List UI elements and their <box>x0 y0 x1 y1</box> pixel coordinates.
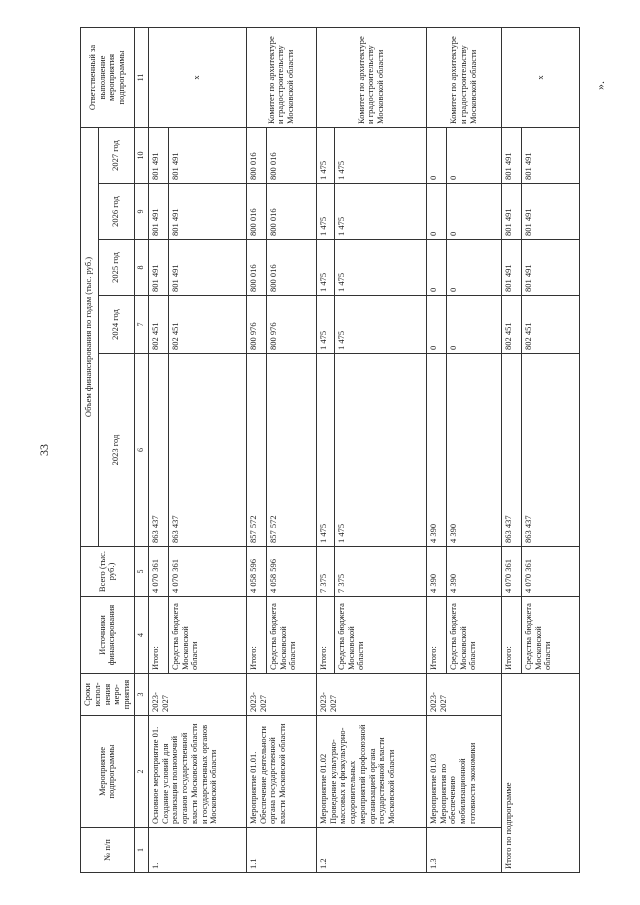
col-number: 3 <box>134 674 148 716</box>
col-number: 11 <box>134 27 148 127</box>
row-2025: 1 475 <box>316 240 334 296</box>
row-terms: 2023-2027 <box>148 674 246 716</box>
row-total: 4 070 361 <box>148 547 168 597</box>
total-source-total: Итого: <box>501 597 521 674</box>
row-total: 4 390 <box>426 547 446 597</box>
total-responsible: х <box>501 27 579 127</box>
financing-table <box>80 27 580 873</box>
row-2026: 0 <box>446 184 501 240</box>
row-event: Мероприятие 01.01. Обеспечение деятельности органа государственной власти Московской области <box>246 716 316 828</box>
row-2023: 1 475 <box>316 354 334 547</box>
col-number: 8 <box>134 240 148 296</box>
row-terms: 2023-2027 <box>246 674 316 716</box>
row-2027: 0 <box>426 127 446 183</box>
row-2025: 801 491 <box>148 240 168 296</box>
col-number: 9 <box>134 184 148 240</box>
row-total: 4 058 596 <box>266 547 316 597</box>
row-2026: 1 475 <box>334 184 426 240</box>
row-responsible: Комитет по архитектуре и градостроительству Московской области <box>246 27 316 127</box>
row-source-total: Итого: <box>316 597 334 674</box>
row-2023: 863 437 <box>168 354 246 547</box>
row-2027: 801 491 <box>168 127 246 183</box>
col-number: 10 <box>134 127 148 183</box>
header-year-2023: 2023 год <box>98 354 134 547</box>
row-2026: 801 491 <box>148 184 168 240</box>
row-terms: 2023-2027 <box>316 674 426 716</box>
row-source-total: Итого: <box>426 597 446 674</box>
row-2026: 1 475 <box>316 184 334 240</box>
row-source-total: Итого: <box>148 597 168 674</box>
row-responsible: Комитет по архитектуре и градостроительству Московской области <box>316 27 426 127</box>
row-2025: 800 016 <box>266 240 316 296</box>
total-2025: 801 491 <box>501 240 521 296</box>
row-responsible: Комитет по архитектуре и градостроительству Московской области <box>426 27 501 127</box>
row-2026: 0 <box>426 184 446 240</box>
row-2026: 801 491 <box>168 184 246 240</box>
closing-quote-mark: ». <box>593 81 607 90</box>
row-2023: 857 572 <box>266 354 316 547</box>
total-row <box>501 27 521 872</box>
table-row <box>246 27 266 872</box>
row-2024: 802 451 <box>168 296 246 354</box>
header-year-2027: 2027 год <box>98 127 134 183</box>
header-year-2026: 2026 год <box>98 184 134 240</box>
row-2025: 0 <box>426 240 446 296</box>
row-event: Мероприятие 01.03 Мероприятия по обеспечению мобилизационной готовности экономики <box>426 716 501 828</box>
row-2025: 1 475 <box>334 240 426 296</box>
row-2024: 800 976 <box>246 296 266 354</box>
row-responsible: х <box>148 27 246 127</box>
header-responsible: Ответственный за выполнение мероприятия подпрограммы <box>81 27 135 127</box>
total-total: 4 070 361 <box>501 547 521 597</box>
row-total: 4 390 <box>446 547 501 597</box>
total-row-label: Итого по подпрограмме <box>501 674 579 873</box>
row-2027: 1 475 <box>316 127 334 183</box>
row-number: 1. <box>148 828 246 873</box>
rotated-table-wrapper <box>80 28 580 873</box>
total-2026: 801 491 <box>521 184 579 240</box>
table-row <box>316 27 334 872</box>
row-2025: 801 491 <box>168 240 246 296</box>
table-row <box>148 27 168 872</box>
row-2026: 800 016 <box>266 184 316 240</box>
row-source-total: Итого: <box>246 597 266 674</box>
col-number: 2 <box>134 716 148 828</box>
row-2023: 857 572 <box>246 354 266 547</box>
total-2024: 802 451 <box>521 296 579 354</box>
row-2023: 863 437 <box>148 354 168 547</box>
col-number: 5 <box>134 547 148 597</box>
header-total: Всего (тыс. руб.) <box>81 547 135 597</box>
row-number: 1.2 <box>316 828 426 873</box>
col-number: 6 <box>134 354 148 547</box>
total-2026: 801 491 <box>501 184 521 240</box>
row-number: 1.1 <box>246 828 316 873</box>
total-2027: 801 491 <box>521 127 579 183</box>
total-2023: 863 437 <box>501 354 521 547</box>
total-total: 4 070 361 <box>521 547 579 597</box>
total-2027: 801 491 <box>501 127 521 183</box>
col-number: 1 <box>134 828 148 873</box>
header-terms: Сроки исполнения мероприятия <box>81 674 135 716</box>
row-source-budget: Средства бюджета Московской области <box>266 597 316 674</box>
header-sources: Источники финансирования <box>81 597 135 674</box>
row-2027: 800 016 <box>246 127 266 183</box>
row-total: 4 070 361 <box>168 547 246 597</box>
row-source-budget: Средства бюджета Московской области <box>446 597 501 674</box>
row-2027: 800 016 <box>266 127 316 183</box>
row-terms: 2023-2027 <box>426 674 501 716</box>
row-2023: 1 475 <box>334 354 426 547</box>
row-2025: 800 016 <box>246 240 266 296</box>
row-source-budget: Средства бюджета Московской области <box>168 597 246 674</box>
total-2024: 802 451 <box>501 296 521 354</box>
row-2027: 0 <box>446 127 501 183</box>
row-2026: 800 016 <box>246 184 266 240</box>
row-total: 7 375 <box>334 547 426 597</box>
header-volume: Объем финансирования по годам (тыс. руб.) <box>81 127 99 546</box>
col-number: 4 <box>134 597 148 674</box>
table-row <box>426 27 446 872</box>
row-2023: 4 390 <box>426 354 446 547</box>
total-2023: 863 437 <box>521 354 579 547</box>
row-2024: 1 475 <box>316 296 334 354</box>
row-number: 1.3 <box>426 828 501 873</box>
row-2027: 801 491 <box>148 127 168 183</box>
row-2024: 800 976 <box>266 296 316 354</box>
total-source-budget: Средства бюджета Московской области <box>521 597 579 674</box>
row-2023: 4 390 <box>446 354 501 547</box>
row-total: 4 058 596 <box>246 547 266 597</box>
row-total: 7 375 <box>316 547 334 597</box>
row-2024: 802 451 <box>148 296 168 354</box>
row-event: Основное мероприятие 01. Создание условий для реализации полномочий органов государственной власти Московской области и государственных органов Московской области <box>148 716 246 828</box>
header-year-2024: 2024 год <box>98 296 134 354</box>
col-number: 7 <box>134 296 148 354</box>
row-2024: 1 475 <box>334 296 426 354</box>
header-year-2025: 2025 год <box>98 240 134 296</box>
row-2025: 0 <box>446 240 501 296</box>
column-number-row <box>134 27 148 872</box>
header-num: № п/п <box>81 828 135 873</box>
page-number: 33 <box>37 444 51 456</box>
row-2027: 1 475 <box>334 127 426 183</box>
row-source-budget: Средства бюджета Московской области <box>334 597 426 674</box>
row-2024: 0 <box>426 296 446 354</box>
row-event: Мероприятие 01.02 Проведение культурно-массовых и физкультурно-оздоровительных мероприятий профсоюзной организацией органа государственной власти Московской области <box>316 716 426 828</box>
row-2024: 0 <box>446 296 501 354</box>
total-2025: 801 491 <box>521 240 579 296</box>
header-event: Мероприятие подпрограммы <box>81 716 135 828</box>
